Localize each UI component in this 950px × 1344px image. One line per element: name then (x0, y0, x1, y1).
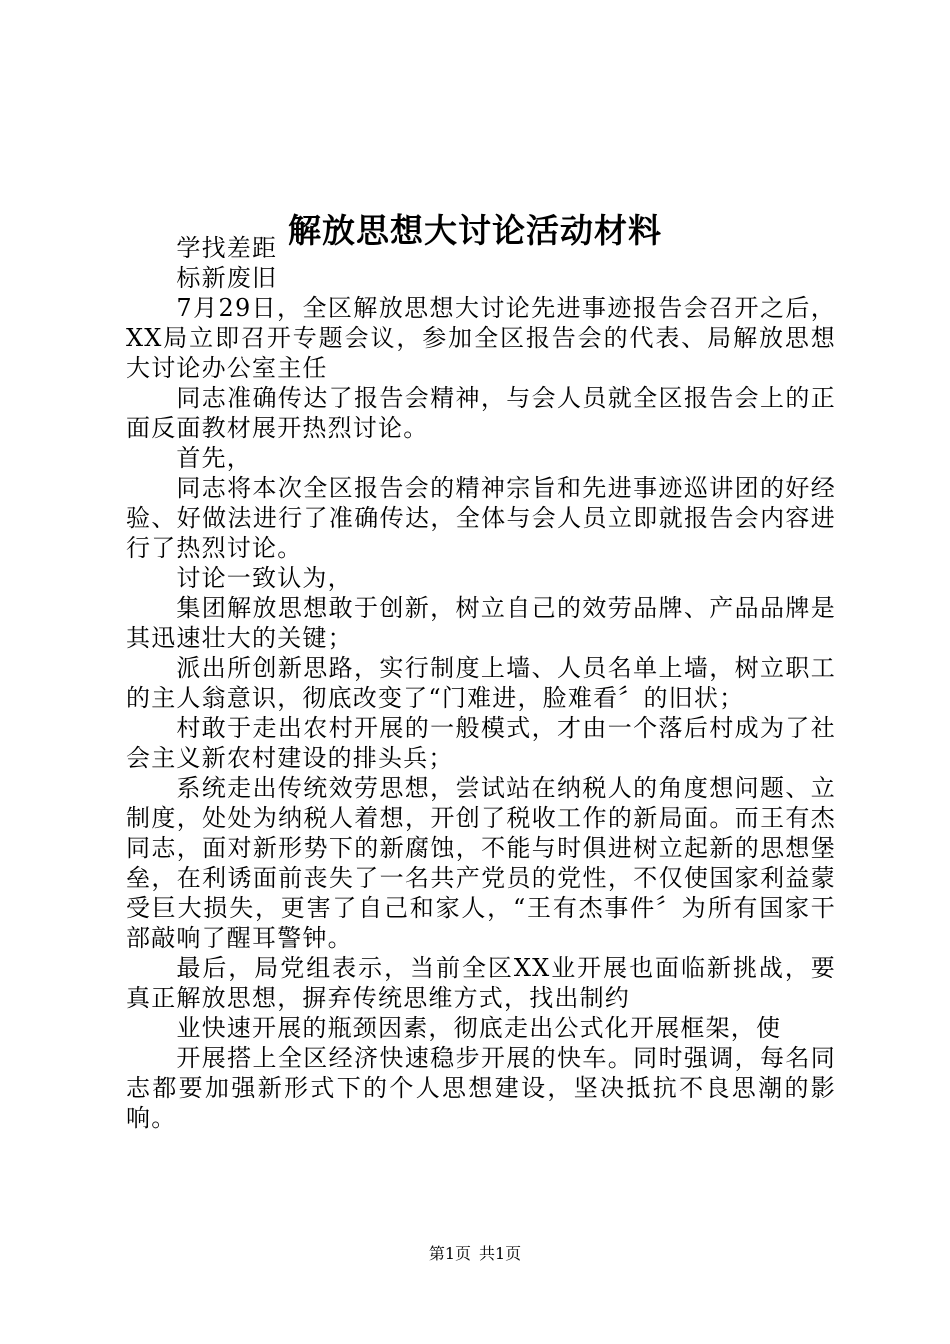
paragraph: 讨论一致认为， (176, 564, 353, 592)
paragraph: 村敢于走出农村开展的一般模式，才由一个落后村成为了社会主义新农村建设的排头兵； (126, 714, 836, 772)
page-number: 第1页 (428, 1244, 471, 1263)
paragraph: 业快速开展的瓶颈因素，彻底走出公式化开展框架，使 (176, 1014, 782, 1042)
document-title: 解放思想大讨论活动材料 (288, 211, 662, 251)
paragraph: 标新废旧 (176, 264, 278, 292)
page-footer (0, 1243, 950, 1265)
paragraph: 学找差距 (176, 234, 278, 262)
document-body (126, 233, 836, 1133)
paragraph: 开展搭上全区经济快速稳步开展的快车。同时强调，每名同志都要加强新形式下的个人思想建设，坚决抵抗不良思潮的影响。 (126, 1044, 836, 1132)
paragraph: 7月29日，全区解放思想大讨论先进事迹报告会召开之后，XX局立即召开专题会议，参加全区报告会的代表、局解放思想大讨论办公室主任 (126, 294, 836, 382)
paragraph: 同志将本次全区报告会的精神宗旨和先进事迹巡讲团的好经验、好做法进行了准确传达，全体与会人员立即就报告会内容进行了热烈讨论。 (126, 474, 836, 562)
paragraph: 集团解放思想敢于创新，树立自己的效劳品牌、产品品牌是其迅速壮大的关键； (126, 594, 836, 652)
paragraph: 最后，局党组表示，当前全区XX业开展也面临新挑战，要真正解放思想，摒弃传统思维方式，找出制约 (126, 954, 836, 1012)
paragraph: 派出所创新思路，实行制度上墙、人员名单上墙，树立职工的主人翁意识，彻底改变了“门难进，脸难看〞的旧状； (126, 654, 836, 712)
page-total: 共1页 (479, 1244, 522, 1263)
paragraph: 首先， (176, 444, 252, 472)
paragraph: 同志准确传达了报告会精神，与会人员就全区报告会上的正面反面教材展开热烈讨论。 (126, 384, 836, 442)
paragraph: 系统走出传统效劳思想，尝试站在纳税人的角度想问题、立制度，处处为纳税人着想，开创了税收工作的新局面。而王有杰同志，面对新形势下的新腐蚀，不能与时俱进树立起新的思想堡垒，在利诱面前丧失了一名共产党员的党性，不仅使国家利益蒙受巨大损失，更害了自己和家人，“王有杰事件〞为所有国家干部敲响了醒耳警钟。 (126, 774, 836, 952)
